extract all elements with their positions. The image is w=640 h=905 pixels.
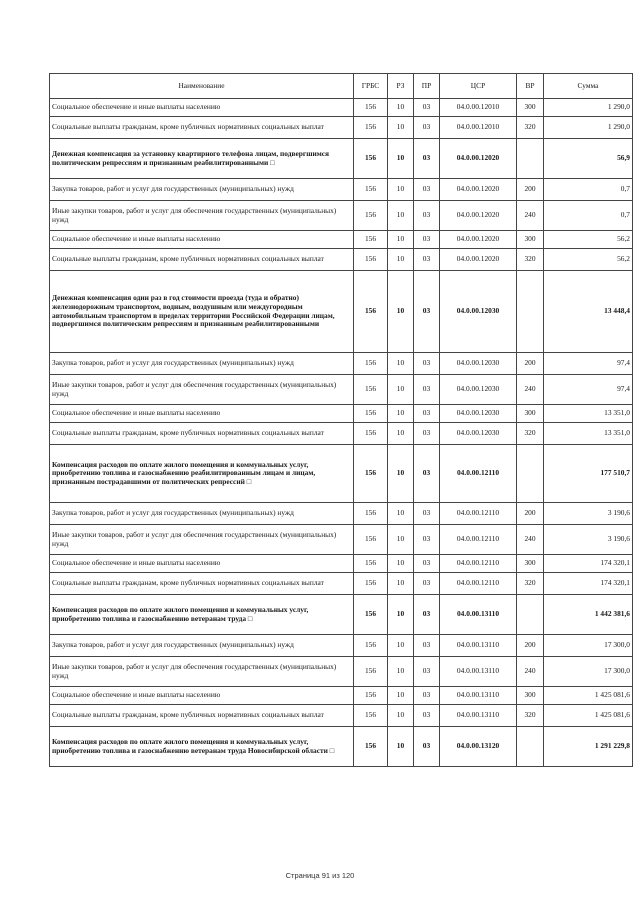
cell-csr: 04.0.00.13110 xyxy=(440,595,517,635)
cell-sum: 97,4 xyxy=(544,353,633,375)
cell-grbs: 156 xyxy=(354,503,388,525)
cell-rz: 10 xyxy=(388,687,414,705)
cell-rz: 10 xyxy=(388,503,414,525)
header-vr: ВР xyxy=(517,74,544,99)
cell-rz: 10 xyxy=(388,595,414,635)
cell-vr xyxy=(517,271,544,353)
cell-pr: 03 xyxy=(414,687,440,705)
cell-sum: 1 425 081,6 xyxy=(544,687,633,705)
cell-name: Социальное обеспечение и иные выплаты населению xyxy=(50,687,354,705)
cell-name: Социальные выплаты гражданам, кроме публичных нормативных социальных выплат xyxy=(50,117,354,139)
table-row xyxy=(50,525,633,555)
table-row xyxy=(50,503,633,525)
cell-pr: 03 xyxy=(414,525,440,555)
cell-csr: 04.0.00.12110 xyxy=(440,555,517,573)
cell-sum: 1 442 381,6 xyxy=(544,595,633,635)
cell-vr xyxy=(517,445,544,503)
cell-vr: 300 xyxy=(517,99,544,117)
header-sum: Сумма xyxy=(544,74,633,99)
cell-pr: 03 xyxy=(414,657,440,687)
cell-rz: 10 xyxy=(388,405,414,423)
cell-csr: 04.0.00.13120 xyxy=(440,727,517,767)
cell-vr: 320 xyxy=(517,573,544,595)
cell-vr: 320 xyxy=(517,249,544,271)
cell-sum: 1 290,0 xyxy=(544,99,633,117)
cell-csr: 04.0.00.12020 xyxy=(440,201,517,231)
cell-vr: 240 xyxy=(517,525,544,555)
cell-grbs: 156 xyxy=(354,525,388,555)
cell-rz: 10 xyxy=(388,657,414,687)
cell-grbs: 156 xyxy=(354,555,388,573)
cell-sum: 1 291 229,8 xyxy=(544,727,633,767)
cell-rz: 10 xyxy=(388,525,414,555)
table-row xyxy=(50,179,633,201)
cell-rz: 10 xyxy=(388,555,414,573)
cell-grbs: 156 xyxy=(354,271,388,353)
cell-sum: 1 290,0 xyxy=(544,117,633,139)
cell-rz: 10 xyxy=(388,705,414,727)
cell-pr: 03 xyxy=(414,555,440,573)
cell-rz: 10 xyxy=(388,353,414,375)
cell-csr: 04.0.00.12020 xyxy=(440,139,517,179)
cell-grbs: 156 xyxy=(354,117,388,139)
cell-pr: 03 xyxy=(414,201,440,231)
cell-pr: 03 xyxy=(414,727,440,767)
cell-pr: 03 xyxy=(414,423,440,445)
cell-grbs: 156 xyxy=(354,687,388,705)
cell-name: Социальные выплаты гражданам, кроме публичных нормативных социальных выплат xyxy=(50,249,354,271)
cell-grbs: 156 xyxy=(354,375,388,405)
cell-csr: 04.0.00.13110 xyxy=(440,635,517,657)
cell-rz: 10 xyxy=(388,445,414,503)
cell-rz: 10 xyxy=(388,635,414,657)
table-row xyxy=(50,635,633,657)
cell-vr: 300 xyxy=(517,555,544,573)
cell-name: Закупка товаров, работ и услуг для государственных (муниципальных) нужд xyxy=(50,179,354,201)
cell-vr xyxy=(517,595,544,635)
header-name: Наименование xyxy=(50,74,354,99)
table-row xyxy=(50,595,633,635)
cell-grbs: 156 xyxy=(354,727,388,767)
cell-csr: 04.0.00.12020 xyxy=(440,231,517,249)
header-rz: РЗ xyxy=(388,74,414,99)
table-row xyxy=(50,555,633,573)
table-row xyxy=(50,423,633,445)
cell-csr: 04.0.00.13110 xyxy=(440,705,517,727)
cell-grbs: 156 xyxy=(354,573,388,595)
cell-rz: 10 xyxy=(388,375,414,405)
cell-grbs: 156 xyxy=(354,445,388,503)
cell-name: Иные закупки товаров, работ и услуг для обеспечения государственных (муниципальных) нужд xyxy=(50,375,354,405)
cell-pr: 03 xyxy=(414,353,440,375)
cell-name: Социальное обеспечение и иные выплаты населению xyxy=(50,555,354,573)
cell-name: Социальное обеспечение и иные выплаты населению xyxy=(50,405,354,423)
cell-csr: 04.0.00.12030 xyxy=(440,353,517,375)
cell-rz: 10 xyxy=(388,179,414,201)
cell-pr: 03 xyxy=(414,179,440,201)
header-grbs: ГРБС xyxy=(354,74,388,99)
cell-sum: 56,2 xyxy=(544,249,633,271)
cell-pr: 03 xyxy=(414,375,440,405)
cell-sum: 13 351,0 xyxy=(544,423,633,445)
cell-sum: 56,2 xyxy=(544,231,633,249)
cell-rz: 10 xyxy=(388,117,414,139)
table-row xyxy=(50,271,633,353)
cell-pr: 03 xyxy=(414,503,440,525)
cell-csr: 04.0.00.12030 xyxy=(440,423,517,445)
table-row xyxy=(50,117,633,139)
cell-rz: 10 xyxy=(388,231,414,249)
cell-csr: 04.0.00.12010 xyxy=(440,99,517,117)
cell-pr: 03 xyxy=(414,271,440,353)
cell-pr: 03 xyxy=(414,139,440,179)
cell-csr: 04.0.00.12110 xyxy=(440,445,517,503)
table-row xyxy=(50,139,633,179)
cell-csr: 04.0.00.12030 xyxy=(440,405,517,423)
cell-vr: 200 xyxy=(517,179,544,201)
cell-sum: 3 190,6 xyxy=(544,503,633,525)
cell-name: Закупка товаров, работ и услуг для государственных (муниципальных) нужд xyxy=(50,353,354,375)
cell-csr: 04.0.00.12110 xyxy=(440,503,517,525)
cell-sum: 0,7 xyxy=(544,179,633,201)
cell-name: Социальное обеспечение и иные выплаты населению xyxy=(50,231,354,249)
cell-grbs: 156 xyxy=(354,423,388,445)
cell-grbs: 156 xyxy=(354,179,388,201)
cell-sum: 174 320,1 xyxy=(544,555,633,573)
cell-pr: 03 xyxy=(414,445,440,503)
cell-csr: 04.0.00.12010 xyxy=(440,117,517,139)
cell-vr: 200 xyxy=(517,503,544,525)
cell-grbs: 156 xyxy=(354,635,388,657)
cell-sum: 17 300,0 xyxy=(544,657,633,687)
cell-grbs: 156 xyxy=(354,353,388,375)
table-row xyxy=(50,445,633,503)
cell-vr: 240 xyxy=(517,375,544,405)
table-row xyxy=(50,249,633,271)
cell-csr: 04.0.00.12020 xyxy=(440,179,517,201)
cell-csr: 04.0.00.13110 xyxy=(440,687,517,705)
table-row xyxy=(50,727,633,767)
cell-pr: 03 xyxy=(414,117,440,139)
cell-sum: 13 351,0 xyxy=(544,405,633,423)
cell-vr: 300 xyxy=(517,231,544,249)
table-row xyxy=(50,687,633,705)
cell-pr: 03 xyxy=(414,249,440,271)
cell-vr: 320 xyxy=(517,117,544,139)
cell-grbs: 156 xyxy=(354,99,388,117)
cell-rz: 10 xyxy=(388,423,414,445)
cell-vr: 240 xyxy=(517,657,544,687)
table-header-row xyxy=(50,74,633,99)
table-row xyxy=(50,705,633,727)
cell-name: Социальные выплаты гражданам, кроме публичных нормативных социальных выплат xyxy=(50,573,354,595)
header-csr: ЦСР xyxy=(440,74,517,99)
cell-csr: 04.0.00.12020 xyxy=(440,249,517,271)
cell-vr: 300 xyxy=(517,405,544,423)
table-row xyxy=(50,99,633,117)
cell-csr: 04.0.00.12110 xyxy=(440,573,517,595)
cell-sum: 97,4 xyxy=(544,375,633,405)
cell-rz: 10 xyxy=(388,271,414,353)
cell-csr: 04.0.00.12110 xyxy=(440,525,517,555)
cell-csr: 04.0.00.13110 xyxy=(440,657,517,687)
cell-csr: 04.0.00.12030 xyxy=(440,375,517,405)
cell-sum: 56,9 xyxy=(544,139,633,179)
cell-vr: 200 xyxy=(517,635,544,657)
cell-grbs: 156 xyxy=(354,657,388,687)
cell-grbs: 156 xyxy=(354,405,388,423)
table-row xyxy=(50,405,633,423)
cell-vr: 200 xyxy=(517,353,544,375)
cell-vr: 320 xyxy=(517,705,544,727)
cell-vr: 320 xyxy=(517,423,544,445)
cell-sum: 174 320,1 xyxy=(544,573,633,595)
cell-name: Денежная компенсация за установку квартирного телефона лицам, подвергшимся политическим репрессиям и признанным реабилитированными □ xyxy=(50,139,354,179)
table-row xyxy=(50,657,633,687)
cell-name: Иные закупки товаров, работ и услуг для обеспечения государственных (муниципальных) нужд xyxy=(50,525,354,555)
cell-rz: 10 xyxy=(388,573,414,595)
cell-pr: 03 xyxy=(414,99,440,117)
cell-pr: 03 xyxy=(414,595,440,635)
cell-grbs: 156 xyxy=(354,249,388,271)
page-number: Страница 91 из 120 xyxy=(285,871,355,880)
cell-name: Иные закупки товаров, работ и услуг для обеспечения государственных (муниципальных) нужд xyxy=(50,201,354,231)
cell-vr: 300 xyxy=(517,687,544,705)
cell-sum: 0,7 xyxy=(544,201,633,231)
cell-grbs: 156 xyxy=(354,139,388,179)
cell-sum: 3 190,6 xyxy=(544,525,633,555)
budget-table xyxy=(49,73,633,767)
cell-name: Компенсация расходов по оплате жилого помещения и коммунальных услуг, приобретению топлива и газоснабжению реабилитированным лицам и лицам, признанным пострадавшими от политических репрессий □ xyxy=(50,445,354,503)
header-pr: ПР xyxy=(414,74,440,99)
cell-vr xyxy=(517,727,544,767)
cell-pr: 03 xyxy=(414,635,440,657)
cell-name: Закупка товаров, работ и услуг для государственных (муниципальных) нужд xyxy=(50,503,354,525)
table-row xyxy=(50,375,633,405)
cell-rz: 10 xyxy=(388,99,414,117)
cell-name: Денежная компенсация один раз в год стоимости проезда (туда и обратно) железнодорожным транспортом, водным, воздушным или междугородным автомобильным транспортом в пределах территории Российской Федерации лицам, подвергшимся политическим репрессиям и признанным реабилитированными xyxy=(50,271,354,353)
cell-rz: 10 xyxy=(388,727,414,767)
cell-rz: 10 xyxy=(388,201,414,231)
table-row xyxy=(50,201,633,231)
cell-grbs: 156 xyxy=(354,201,388,231)
cell-rz: 10 xyxy=(388,139,414,179)
cell-name: Социальные выплаты гражданам, кроме публичных нормативных социальных выплат xyxy=(50,423,354,445)
cell-name: Закупка товаров, работ и услуг для государственных (муниципальных) нужд xyxy=(50,635,354,657)
cell-name: Иные закупки товаров, работ и услуг для обеспечения государственных (муниципальных) нужд xyxy=(50,657,354,687)
cell-csr: 04.0.00.12030 xyxy=(440,271,517,353)
cell-grbs: 156 xyxy=(354,595,388,635)
cell-vr xyxy=(517,139,544,179)
cell-name: Социальные выплаты гражданам, кроме публичных нормативных социальных выплат xyxy=(50,705,354,727)
table-row xyxy=(50,573,633,595)
cell-name: Компенсация расходов по оплате жилого помещения и коммунальных услуг, приобретению топлива и газоснабжению ветеранам труда □ xyxy=(50,595,354,635)
cell-pr: 03 xyxy=(414,573,440,595)
cell-sum: 13 448,4 xyxy=(544,271,633,353)
cell-sum: 1 425 081,6 xyxy=(544,705,633,727)
table-row xyxy=(50,231,633,249)
cell-pr: 03 xyxy=(414,231,440,249)
cell-name: Компенсация расходов по оплате жилого помещения и коммунальных услуг, приобретению топлива и газоснабжению ветеранам труда Новосибирской области □ xyxy=(50,727,354,767)
cell-sum: 17 300,0 xyxy=(544,635,633,657)
table-row xyxy=(50,353,633,375)
cell-grbs: 156 xyxy=(354,231,388,249)
cell-grbs: 156 xyxy=(354,705,388,727)
cell-pr: 03 xyxy=(414,405,440,423)
cell-vr: 240 xyxy=(517,201,544,231)
cell-name: Социальное обеспечение и иные выплаты населению xyxy=(50,99,354,117)
cell-sum: 177 510,7 xyxy=(544,445,633,503)
cell-pr: 03 xyxy=(414,705,440,727)
cell-rz: 10 xyxy=(388,249,414,271)
